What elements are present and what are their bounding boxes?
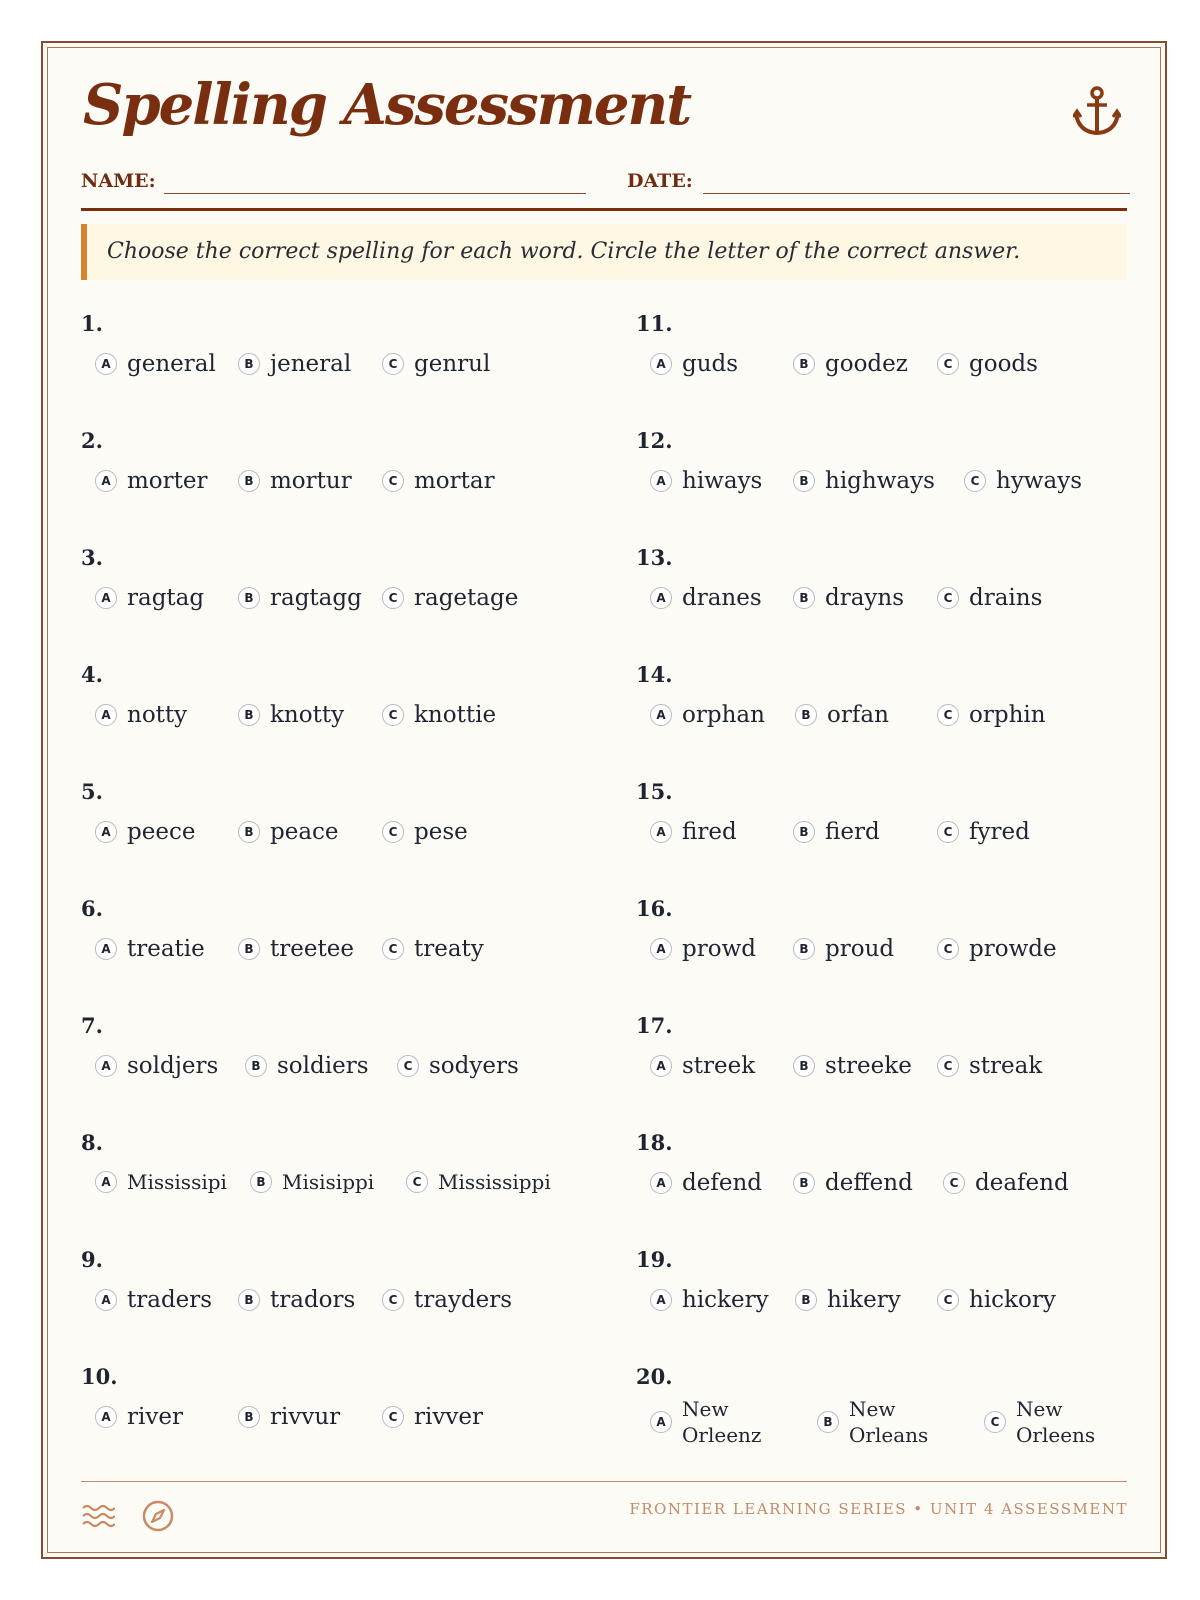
answer-option-b[interactable]	[817, 1396, 959, 1448]
option-letter[interactable]: C	[406, 1171, 428, 1193]
option-word: knottie	[414, 702, 497, 728]
option-letter[interactable]: C	[382, 938, 404, 960]
option-letter[interactable]: B	[245, 1055, 267, 1077]
answer-option-b[interactable]	[245, 1053, 369, 1079]
option-word: streak	[969, 1053, 1043, 1079]
answer-option-b[interactable]	[238, 351, 351, 377]
answer-option-b[interactable]	[793, 468, 935, 494]
answer-option-b[interactable]	[238, 1287, 355, 1313]
option-word: genrul	[414, 351, 491, 377]
question-number: 5.	[81, 779, 103, 804]
waves-icon	[81, 1502, 115, 1530]
question-number: 12.	[636, 428, 673, 453]
option-letter[interactable]: A	[650, 938, 672, 960]
option-letter[interactable]: B	[238, 1406, 260, 1428]
option-letter[interactable]: C	[937, 704, 959, 726]
option-letter[interactable]: B	[793, 587, 815, 609]
option-letter[interactable]: A	[95, 704, 117, 726]
option-word: rivver	[414, 1404, 483, 1430]
answer-option-a[interactable]	[95, 819, 195, 845]
answer-option-a[interactable]	[650, 936, 756, 962]
option-letter[interactable]: A	[650, 1055, 672, 1077]
option-word: orphin	[969, 702, 1046, 728]
option-letter[interactable]: B	[238, 470, 260, 492]
option-letter[interactable]: C	[937, 938, 959, 960]
answer-option-b[interactable]	[793, 585, 904, 611]
answer-option-b[interactable]	[793, 936, 894, 962]
option-letter[interactable]: C	[397, 1055, 419, 1077]
question-number: 10.	[81, 1364, 118, 1389]
option-letter[interactable]: C	[382, 704, 404, 726]
option-word: soldiers	[277, 1053, 369, 1079]
question-number: 15.	[636, 779, 673, 804]
option-word: trayders	[414, 1287, 513, 1313]
option-word: peace	[270, 819, 339, 845]
option-letter[interactable]: C	[382, 470, 404, 492]
option-letter[interactable]: C	[984, 1411, 1006, 1433]
option-word: prowd	[682, 936, 756, 962]
question-number: 2.	[81, 428, 103, 453]
option-word: dranes	[682, 585, 762, 611]
option-word: goods	[969, 351, 1038, 377]
answer-option-b[interactable]	[238, 819, 339, 845]
question-number: 11.	[636, 311, 673, 336]
option-word: New Orleens	[1016, 1397, 1096, 1447]
answer-option-a[interactable]	[650, 702, 765, 728]
option-letter[interactable]: A	[650, 587, 672, 609]
option-letter[interactable]: B	[793, 353, 815, 375]
option-word: fired	[682, 819, 737, 845]
option-letter[interactable]: A	[650, 704, 672, 726]
answer-option-c[interactable]	[937, 936, 1057, 962]
question-number: 1.	[81, 311, 103, 336]
name-label: NAME:	[81, 170, 156, 192]
answer-option-a[interactable]	[650, 1170, 762, 1196]
answer-option-b[interactable]	[238, 585, 362, 611]
answer-option-a[interactable]	[95, 468, 208, 494]
option-letter[interactable]: C	[937, 587, 959, 609]
option-letter[interactable]: C	[382, 821, 404, 843]
option-letter[interactable]: C	[937, 353, 959, 375]
option-word: New Orleans	[849, 1397, 929, 1447]
answer-option-b[interactable]	[238, 936, 354, 962]
option-word: deffend	[825, 1170, 913, 1196]
question-number: 6.	[81, 896, 103, 921]
anchor-icon	[1073, 86, 1121, 138]
answer-option-a[interactable]	[95, 702, 187, 728]
answer-option-b[interactable]	[793, 1053, 912, 1079]
question-number: 4.	[81, 662, 103, 687]
option-word: hickery	[682, 1287, 769, 1313]
answer-option-a[interactable]	[95, 1053, 218, 1079]
option-word: Mississippi	[438, 1170, 551, 1194]
option-letter[interactable]: B	[238, 1289, 260, 1311]
answer-option-c[interactable]	[382, 585, 518, 611]
answer-option-a[interactable]	[95, 351, 216, 377]
option-letter[interactable]: B	[238, 587, 260, 609]
option-letter[interactable]: C	[937, 1289, 959, 1311]
answer-option-a[interactable]	[95, 1170, 227, 1194]
option-word: rivvur	[270, 1404, 341, 1430]
question-number: 8.	[81, 1130, 103, 1155]
option-letter[interactable]: A	[95, 938, 117, 960]
option-letter[interactable]: C	[943, 1172, 965, 1194]
instructions-text: Choose the correct spelling for each word. Circle the letter of the correct answer.	[107, 239, 1021, 264]
option-letter[interactable]: B	[793, 821, 815, 843]
answer-option-c[interactable]	[382, 1404, 483, 1430]
option-word: pese	[414, 819, 468, 845]
option-letter[interactable]: A	[650, 1289, 672, 1311]
option-word: drayns	[825, 585, 905, 611]
option-letter[interactable]: B	[238, 353, 260, 375]
option-letter[interactable]: A	[95, 1406, 117, 1428]
option-word: orphan	[682, 702, 765, 728]
question-number: 13.	[636, 545, 673, 570]
option-letter[interactable]: C	[382, 353, 404, 375]
answer-option-b[interactable]	[795, 702, 889, 728]
option-letter[interactable]: A	[95, 821, 117, 843]
option-word: fierd	[825, 819, 880, 845]
option-letter[interactable]: B	[793, 1055, 815, 1077]
option-word: deafend	[975, 1170, 1069, 1196]
option-word: treetee	[270, 936, 354, 962]
answer-option-c[interactable]	[937, 819, 1030, 845]
option-letter[interactable]: B	[238, 821, 260, 843]
answer-option-c[interactable]	[397, 1053, 519, 1079]
option-letter[interactable]: A	[650, 470, 672, 492]
option-word: tradors	[270, 1287, 356, 1313]
option-letter[interactable]: B	[250, 1171, 272, 1193]
option-word: New Orleenz	[682, 1397, 762, 1447]
answer-option-a[interactable]	[650, 1396, 792, 1448]
option-letter[interactable]: A	[95, 587, 117, 609]
footer-divider	[81, 1481, 1127, 1482]
answer-option-b[interactable]	[250, 1170, 374, 1194]
option-word: streeke	[825, 1053, 912, 1079]
answer-option-c[interactable]	[382, 702, 496, 728]
question-number: 9.	[81, 1247, 103, 1272]
option-word: proud	[825, 936, 895, 962]
date-field[interactable]	[703, 193, 1130, 194]
option-word: sodyers	[429, 1053, 519, 1079]
answer-option-c[interactable]	[382, 1287, 512, 1313]
option-word: mortar	[414, 468, 495, 494]
option-word: orfan	[827, 702, 889, 728]
option-letter[interactable]: B	[795, 1289, 817, 1311]
answer-option-a[interactable]	[95, 936, 205, 962]
option-letter[interactable]: C	[937, 821, 959, 843]
option-letter[interactable]: B	[795, 704, 817, 726]
option-word: goodez	[825, 351, 908, 377]
option-letter[interactable]: B	[793, 938, 815, 960]
option-word: ragtagg	[270, 585, 362, 611]
option-letter[interactable]: A	[650, 1411, 672, 1433]
option-letter[interactable]: A	[95, 1289, 117, 1311]
answer-option-b[interactable]	[238, 1404, 340, 1430]
option-word: drains	[969, 585, 1043, 611]
question-number: 18.	[636, 1130, 673, 1155]
option-letter[interactable]: B	[238, 704, 260, 726]
answer-option-c[interactable]	[382, 468, 495, 494]
option-word: treaty	[414, 936, 484, 962]
option-letter[interactable]: A	[95, 1171, 117, 1193]
answer-option-c[interactable]	[937, 585, 1042, 611]
footer-text: FRONTIER LEARNING SERIES • UNIT 4 ASSESSMENT	[629, 1500, 1128, 1518]
answer-option-a[interactable]	[650, 468, 762, 494]
option-word: knotty	[270, 702, 345, 728]
option-word: guds	[682, 351, 739, 377]
option-word: Misisippi	[282, 1170, 375, 1194]
option-letter[interactable]: A	[650, 353, 672, 375]
answer-option-c[interactable]	[382, 819, 468, 845]
answer-option-c[interactable]	[943, 1170, 1069, 1196]
option-word: hikery	[827, 1287, 901, 1313]
name-field[interactable]	[164, 193, 586, 194]
option-word: highways	[825, 468, 935, 494]
option-letter[interactable]: A	[650, 1172, 672, 1194]
option-letter[interactable]: B	[793, 470, 815, 492]
answer-option-a[interactable]	[650, 585, 762, 611]
option-word: hickory	[969, 1287, 1056, 1313]
date-label: DATE:	[627, 170, 693, 192]
option-word: hyways	[996, 468, 1083, 494]
option-letter[interactable]: C	[382, 587, 404, 609]
option-word: treatie	[127, 936, 205, 962]
answer-option-c[interactable]	[937, 351, 1038, 377]
option-letter[interactable]: B	[238, 938, 260, 960]
question-number: 17.	[636, 1013, 673, 1038]
option-word: Mississipi	[127, 1170, 227, 1194]
answer-option-c[interactable]	[937, 702, 1046, 728]
option-word: mortur	[270, 468, 352, 494]
option-word: hiways	[682, 468, 763, 494]
option-word: morter	[127, 468, 208, 494]
option-word: streek	[682, 1053, 756, 1079]
answer-option-a[interactable]	[650, 819, 737, 845]
option-letter[interactable]: C	[964, 470, 986, 492]
option-word: fyred	[969, 819, 1030, 845]
option-word: jeneral	[270, 351, 352, 377]
option-word: general	[127, 351, 216, 377]
option-word: defend	[682, 1170, 762, 1196]
answer-option-a[interactable]	[650, 351, 738, 377]
option-word: prowde	[969, 936, 1057, 962]
option-letter[interactable]: A	[95, 1055, 117, 1077]
option-word: ragtag	[127, 585, 205, 611]
answer-option-c[interactable]	[406, 1170, 551, 1194]
option-letter[interactable]: B	[817, 1411, 839, 1433]
option-word: traders	[127, 1287, 213, 1313]
option-letter[interactable]: A	[95, 353, 117, 375]
option-word: soldjers	[127, 1053, 219, 1079]
answer-option-a[interactable]	[650, 1287, 769, 1313]
question-number: 19.	[636, 1247, 673, 1272]
answer-option-c[interactable]	[984, 1396, 1126, 1448]
answer-option-b[interactable]	[238, 468, 352, 494]
answer-option-b[interactable]	[793, 351, 908, 377]
answer-option-c[interactable]	[964, 468, 1082, 494]
header-divider	[81, 208, 1127, 211]
answer-option-a[interactable]	[95, 585, 204, 611]
option-letter[interactable]: A	[95, 470, 117, 492]
answer-option-a[interactable]	[95, 1404, 183, 1430]
question-number: 16.	[636, 896, 673, 921]
answer-option-c[interactable]	[382, 351, 490, 377]
answer-option-c[interactable]	[937, 1053, 1042, 1079]
option-letter[interactable]: A	[650, 821, 672, 843]
option-letter[interactable]: C	[382, 1289, 404, 1311]
answer-option-a[interactable]	[95, 1287, 212, 1313]
answer-option-b[interactable]	[793, 819, 880, 845]
option-word: ragetage	[414, 585, 519, 611]
option-letter[interactable]: C	[937, 1055, 959, 1077]
answer-option-b[interactable]	[238, 702, 344, 728]
answer-option-c[interactable]	[382, 936, 484, 962]
instructions-box	[81, 224, 1127, 280]
question-number: 20.	[636, 1364, 673, 1389]
compass-icon	[141, 1499, 175, 1533]
option-word: river	[127, 1404, 183, 1430]
option-letter[interactable]: B	[793, 1172, 815, 1194]
page-title: Spelling Assessment	[83, 72, 691, 138]
answer-option-c[interactable]	[937, 1287, 1056, 1313]
option-word: peece	[127, 819, 196, 845]
answer-option-b[interactable]	[795, 1287, 901, 1313]
question-number: 14.	[636, 662, 673, 687]
option-word: notty	[127, 702, 188, 728]
question-number: 3.	[81, 545, 103, 570]
question-number: 7.	[81, 1013, 103, 1038]
answer-option-a[interactable]	[650, 1053, 755, 1079]
answer-option-b[interactable]	[793, 1170, 913, 1196]
option-letter[interactable]: C	[382, 1406, 404, 1428]
